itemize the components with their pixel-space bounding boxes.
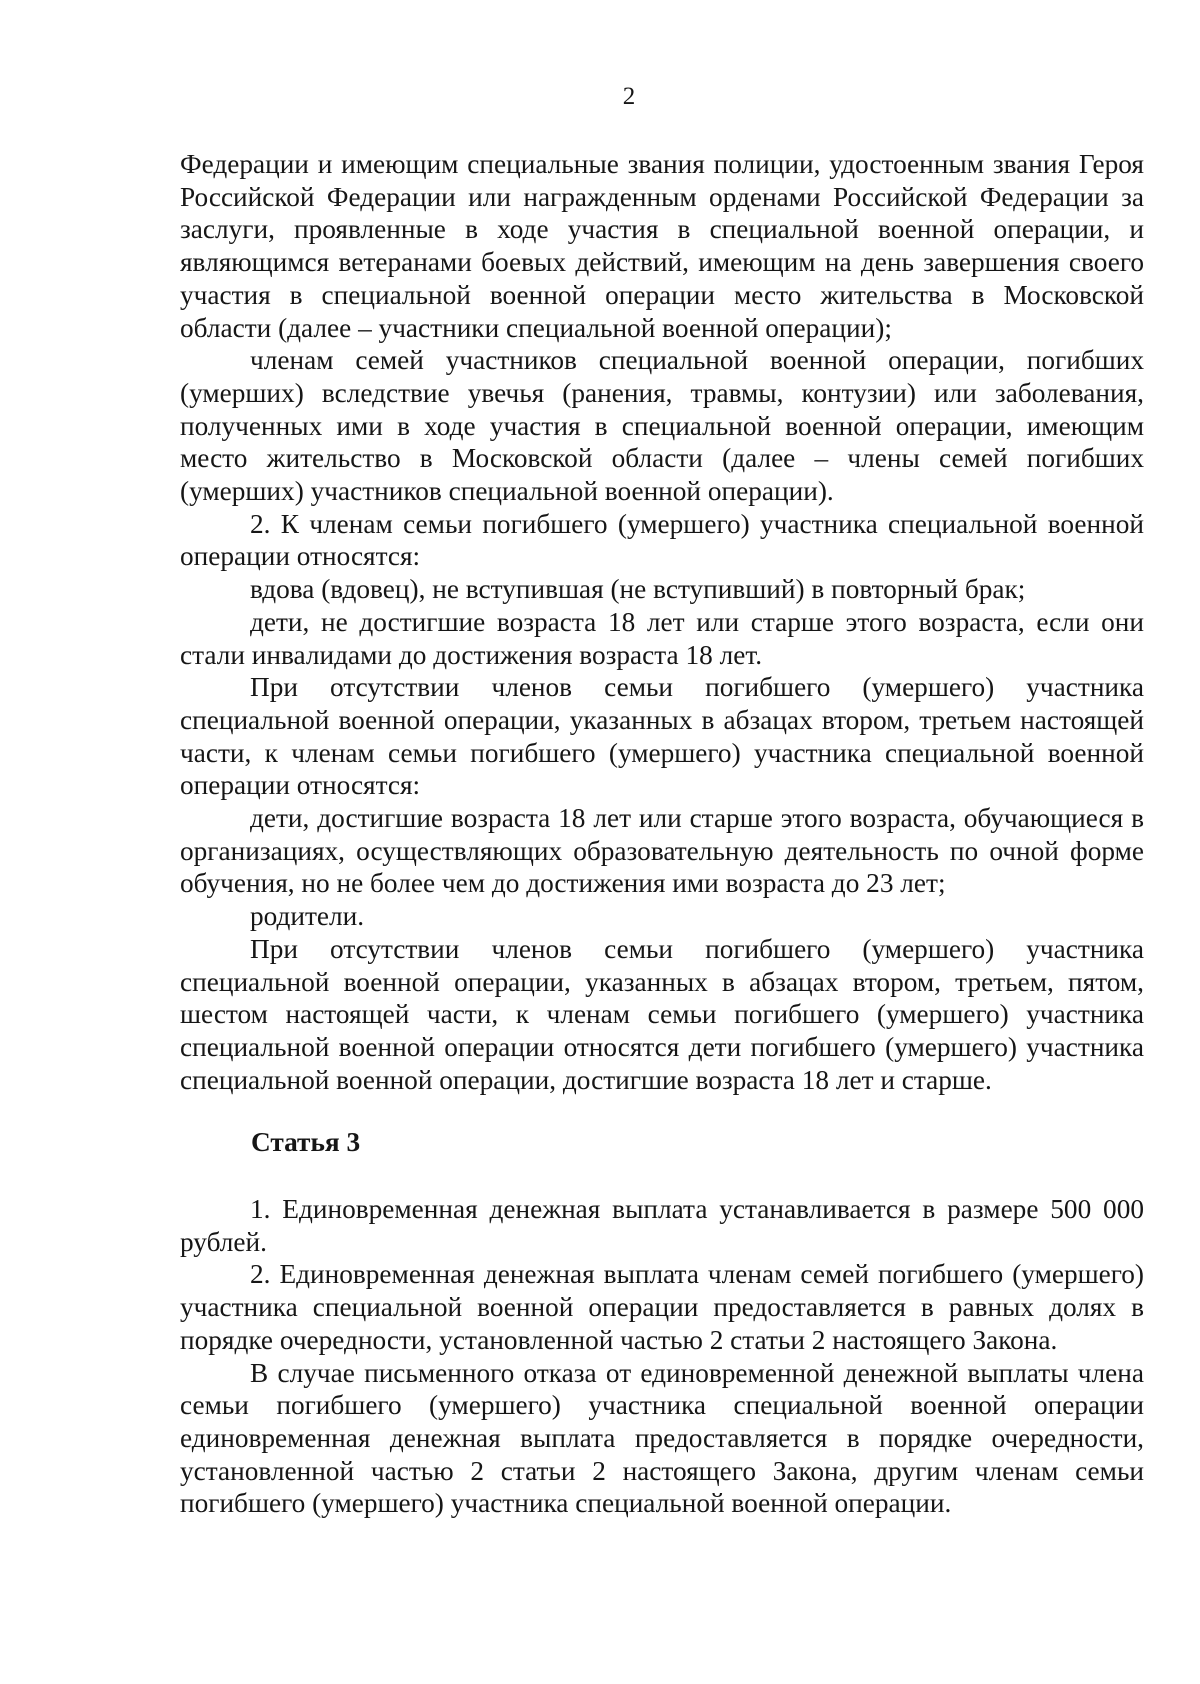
paragraph: При отсутствии членов семьи погибшего (умершего) участника специальной военной операции, указанных в абзацах втором, третьем настоящей части, к членам семьи погибшего (умершего) участника специальной военной операции относятся: <box>180 672 1144 801</box>
paragraph: дети, достигшие возраста 18 лет или старше этого возраста, обучающиеся в организациях, осуществляющих образовательную деятельность по очной форме обучения, но не более чем до достижения ими возраста до 23 лет; <box>180 803 1144 899</box>
paragraph: Федерации и имеющим специальные звания полиции, удостоенным звания Героя Российской Федерации или награжденным орденами Российской Федерации за заслуги, проявленные в ходе участия в специальной военной операции, и являющимся ветеранами боевых действий, имеющим на день завершения своего участия в специальной военной операции место жительства в Московской области (далее – участники специальной военной операции); <box>180 149 1144 343</box>
paragraph: родители. <box>250 901 365 932</box>
paragraph: 2. Единовременная денежная выплата членам семей погибшего (умершего) участника специальной военной операции предоставляется в равных долях в порядке очередности, установленной частью 2 статьи 2 настоящего Закона. <box>180 1259 1144 1355</box>
article-heading: Статья 3 <box>251 1127 361 1157</box>
paragraph: В случае письменного отказа от единовременной денежной выплаты члена семьи погибшего (умершего) участника специальной военной операции единовременная денежная выплата предоставляется в порядке очередности, установленной частью 2 статьи 2 настоящего Закона, другим членам семьи погибшего (умершего) участника специальной военной операции. <box>180 1357 1144 1519</box>
paragraph: дети, не достигшие возраста 18 лет или старше этого возраста, если они стали инвалидами до достижения возраста 18 лет. <box>180 606 1144 670</box>
continued-article-2-text <box>180 148 1144 1096</box>
paragraph: 1. Единовременная денежная выплата устанавливается в размере 500 000 рублей. <box>180 1194 1144 1257</box>
paragraph: При отсутствии членов семьи погибшего (умершего) участника специальной военной операции, указанных в абзацах втором, третьем, пятом, шестом настоящей части, к членам семьи погибшего (умершего) участника специальной военной операции относятся дети погибшего (умершего) участника специальной военной операции, достигшие возраста 18 лет и старше. <box>180 933 1144 1095</box>
article-3-text <box>180 1193 1144 1520</box>
page-number: 2 <box>622 83 636 110</box>
paragraph: вдова (вдовец), не вступившая (не вступивший) в повторный брак; <box>250 574 1026 605</box>
paragraph: членам семей участников специальной военной операции, погибших (умерших) вследствие увечья (ранения, травмы, контузии) или заболевания, полученных ими в ходе участия в специальной военной операции, имеющим место жительство в Московской области (далее – члены семей погибших (умерших) участников специальной военной операции). <box>180 345 1144 507</box>
paragraph: 2. К членам семьи погибшего (умершего) участника специальной военной операции относятся: <box>180 508 1144 572</box>
